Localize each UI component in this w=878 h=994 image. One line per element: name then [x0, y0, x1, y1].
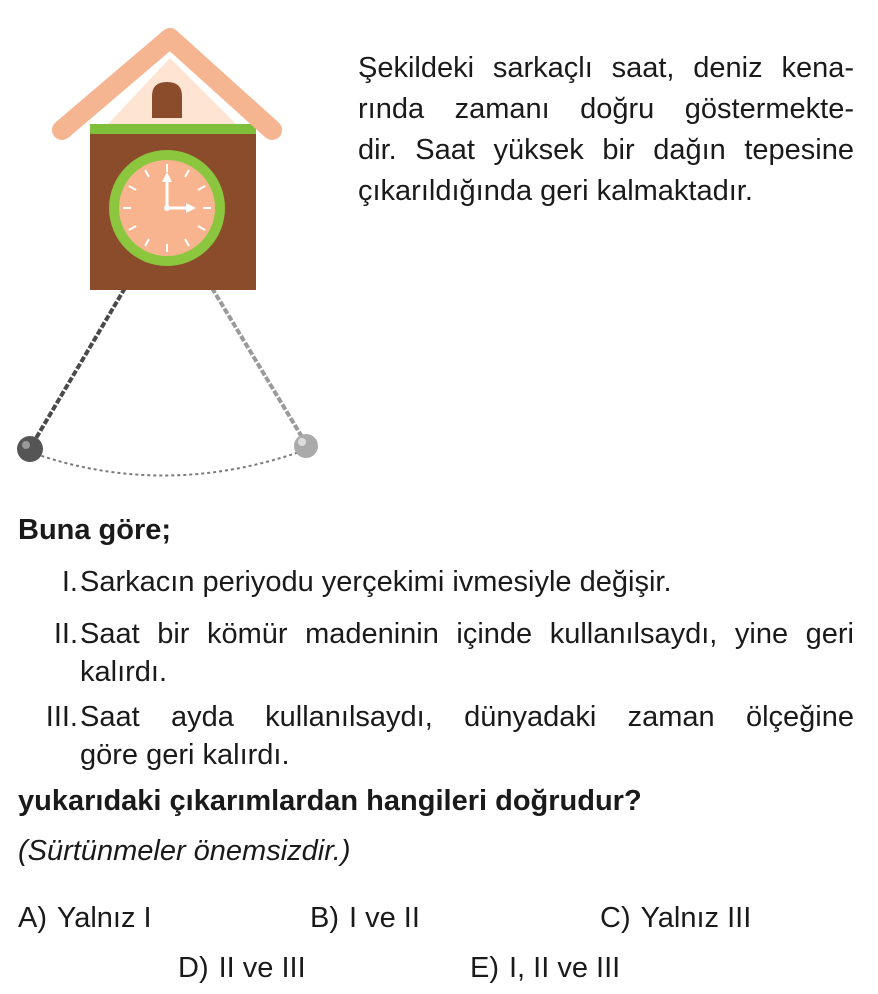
option-text: Yalnız I: [57, 902, 152, 934]
option-letter: D): [178, 952, 209, 984]
answer-option-e[interactable]: [470, 952, 620, 985]
statement-number: I.: [61, 566, 78, 598]
pendulum-bob-left: [17, 436, 43, 462]
intro-line: çıkarıldığında geri kalmaktadır.: [358, 175, 753, 207]
question-note: (Sürtünmeler önemsizdir.): [18, 835, 351, 867]
pendulum-bob-right: [294, 434, 318, 458]
pendulum-clock-illustration: [0, 0, 340, 500]
intro-paragraph: [358, 48, 854, 212]
option-text: I ve II: [349, 902, 420, 934]
pendulum-rope-left: [32, 288, 125, 445]
option-text: I, II ve III: [509, 952, 621, 984]
intro-line: rında zamanı doğru göstermekte-: [358, 93, 854, 125]
option-letter: E): [470, 952, 499, 984]
statement-text: göre geri kalırdı.: [80, 739, 290, 771]
answer-option-a[interactable]: [18, 902, 152, 935]
question-text: yukarıdaki çıkarımlardan hangileri doğrudur?: [18, 785, 642, 817]
answer-option-b[interactable]: [310, 902, 420, 935]
intro-line: Şekildeki sarkaçlı saat, deniz kena-: [358, 52, 854, 84]
intro-line: dir. Saat yüksek bir dağın tepesine: [358, 134, 854, 166]
answer-option-d[interactable]: [178, 952, 306, 985]
pendulum-swing-arc: [30, 450, 305, 476]
option-letter: A): [18, 902, 47, 934]
statement-text: Saat bir kömür madeninin içinde kullanılsaydı, yine geri: [80, 618, 854, 650]
option-letter: B): [310, 902, 339, 934]
pendulum-rope-right: [212, 288, 305, 442]
statement-text: Saat ayda kullanılsaydı, dünyadaki zaman ölçeğine: [80, 701, 854, 733]
option-text: Yalnız III: [640, 902, 752, 934]
option-letter: C): [600, 902, 631, 934]
statements-heading: Buna göre;: [18, 514, 172, 546]
statement-number: II.: [53, 618, 78, 650]
statement-number: III.: [45, 701, 78, 733]
cuckoo-door: [152, 82, 182, 118]
grass-strip: [90, 124, 256, 134]
answer-option-c[interactable]: [600, 902, 751, 935]
option-text: II ve III: [218, 952, 306, 984]
statement-text: kalırdı.: [80, 656, 168, 688]
statement-text: Sarkacın periyodu yerçekimi ivmesiyle değişir.: [80, 566, 672, 598]
